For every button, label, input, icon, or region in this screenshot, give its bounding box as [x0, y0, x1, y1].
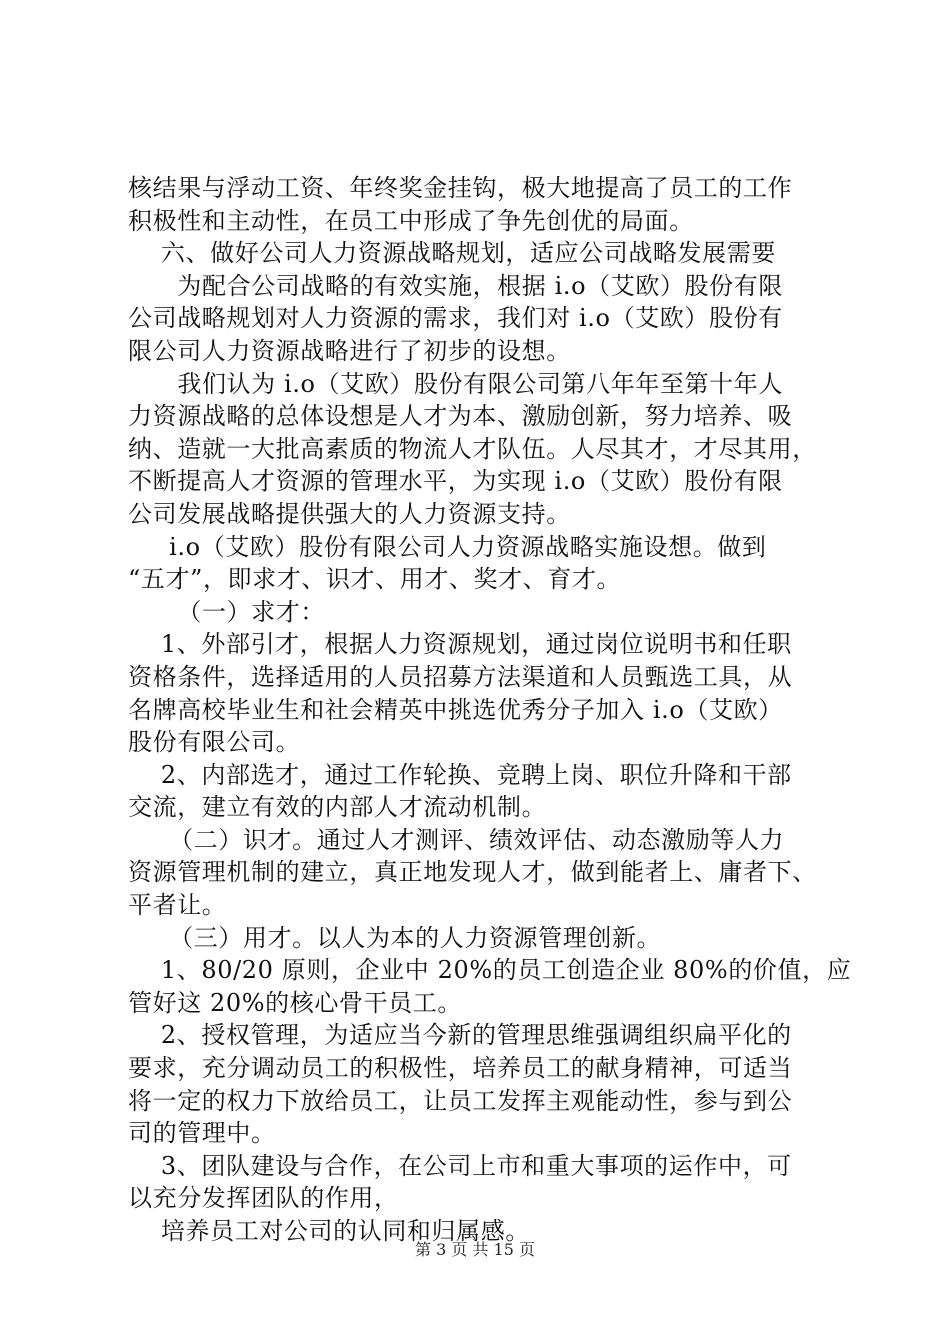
text-line: 力资源战略的总体设想是人才为本、激励创新，努力培养、吸	[128, 402, 793, 431]
text-line: 2、内部选才，通过工作轮换、竞聘上岗、职位升降和干部	[128, 760, 792, 789]
body-text	[128, 172, 852, 1248]
text-line: 资格条件，选择适用的人员招募方法渠道和人员甄选工具，从	[128, 662, 793, 691]
text-line: 公司发展战略提供强大的人力资源支持。	[128, 499, 571, 528]
text-line: 1、80/20 原则，企业中 20%的员工创造企业 80%的价值，应	[128, 956, 852, 985]
text-line: 六、做好公司人力资源战略规划，适应公司战略发展需要	[128, 239, 776, 268]
text-line: 3、团队建设与合作，在公司上市和重大事项的运作中，可	[128, 1151, 792, 1180]
text-line: 要求，充分调动员工的积极性，培养员工的献身精神，可适当	[128, 1054, 793, 1083]
text-line: 平者让。	[128, 891, 227, 920]
text-line: 不断提高人才资源的管理水平，为实现 i.o（艾欧）股份有限	[128, 467, 783, 496]
text-line: 我们认为 i.o（艾欧）股份有限公司第八年年至第十年人	[128, 369, 783, 398]
text-line: 资源管理机制的建立，真正地发现人才，做到能者上、庸者下、	[128, 858, 817, 887]
text-line: （二）识才。通过人才测评、绩效评估、动态激励等人力	[128, 825, 785, 854]
text-line: 名牌高校毕业生和社会精英中挑选优秀分子加入 i.o（艾欧）	[128, 695, 783, 724]
text-line: 股份有限公司。	[128, 728, 301, 757]
text-line: 将一定的权力下放给员工，让员工发挥主观能动性，参与到公	[128, 1086, 793, 1115]
text-line: 核结果与浮动工资、年终奖金挂钩，极大地提高了员工的工作	[128, 174, 793, 202]
text-line: 2、授权管理，为适应当今新的管理思维强调组织扁平化的	[128, 1021, 792, 1050]
text-line: 积极性和主动性，在员工中形成了争先创优的局面。	[128, 206, 694, 235]
text-line: 交流，建立有效的内部人才流动机制。	[128, 793, 547, 822]
text-line: 以充分发挥团队的作用，	[128, 1184, 399, 1213]
text-line: 1、外部引才，根据人力资源规划，通过岗位说明书和任职	[128, 630, 792, 659]
text-line: 限公司人力资源战略进行了初步的设想。	[128, 336, 571, 365]
text-line: 管好这 20%的核心骨干员工。	[128, 988, 462, 1017]
text-line: 纳、造就一大批高素质的物流人才队伍。人尽其才，才尽其用，	[128, 434, 817, 463]
text-line: 为配合公司战略的有效实施，根据 i.o（艾欧）股份有限	[128, 271, 783, 300]
text-line: （三）用才。以人为本的人力资源管理创新。	[128, 923, 662, 952]
page-footer: 第 3 页 共 15 页	[415, 1240, 535, 1259]
text-line: （一）求才：	[128, 597, 325, 626]
text-line: 司的管理中。	[128, 1119, 276, 1148]
text-line: “五才”，即求才、识才、用才、奖才、育才。	[128, 565, 622, 594]
text-line: 公司战略规划对人力资源的需求，我们对 i.o（艾欧）股份有	[128, 304, 783, 333]
text-line: 培养员工对公司的认同和归属感。	[128, 1217, 530, 1245]
text-line: i.o（艾欧）股份有限公司人力资源战略实施设想。做到	[128, 532, 767, 561]
